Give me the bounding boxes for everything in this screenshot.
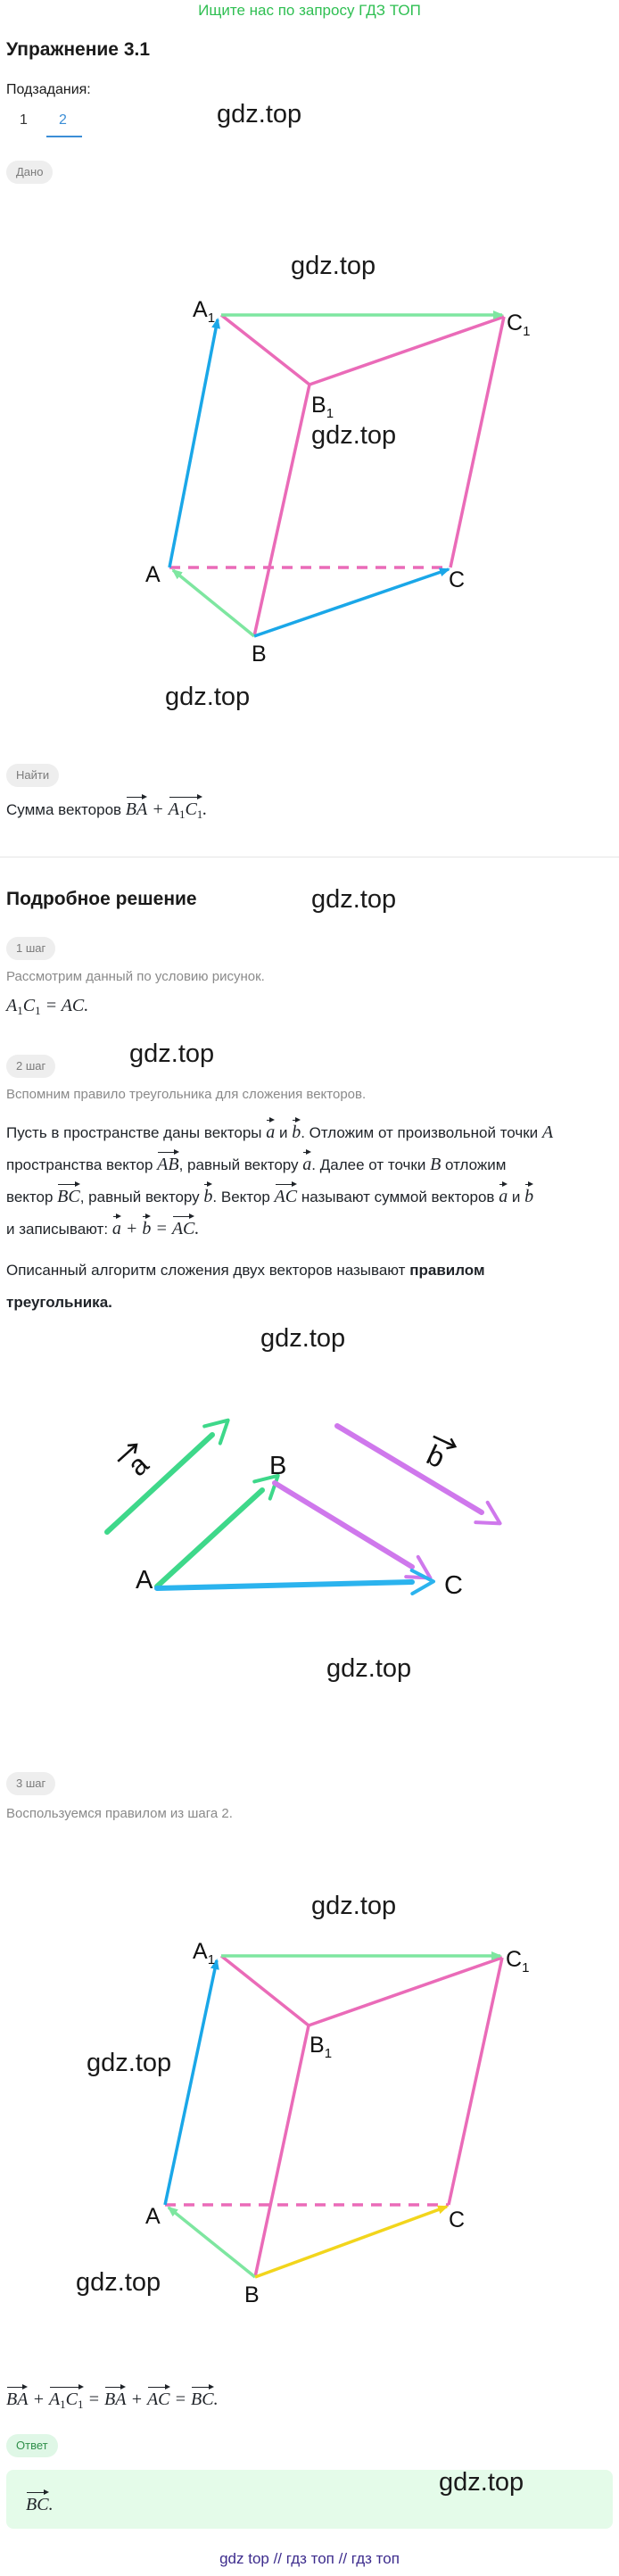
watermark: gdz.top: [260, 1324, 346, 1353]
step2-note: Вспомним правило треугольника для сложения векторов.: [6, 1087, 367, 1102]
step3-formula: BA + $A_1C_1$ = BA + AC = BC.: [6, 2384, 219, 2412]
watermark: gdz.top: [87, 2049, 172, 2077]
label-a1: $A_1$: [193, 297, 216, 326]
label-b1: $B_1$: [310, 2033, 333, 2061]
tab-active-indicator: [46, 136, 82, 137]
prism-figure-answer: [0, 1918, 619, 2311]
step3-badge: 3 шаг: [6, 1772, 55, 1795]
tab-1[interactable]: 1: [20, 112, 28, 128]
answer-formula: BC.: [26, 2489, 54, 2515]
step2-line6: треугольника.: [6, 1294, 112, 1311]
given-badge: Дано: [6, 161, 53, 184]
label-b-vector-symbol: [419, 1431, 458, 1476]
top-banner[interactable]: Ищите нас по запросу ГДЗ ТОП: [198, 2, 421, 19]
find-badge: Найти: [6, 764, 59, 787]
step1-formula: $A_1C_1$ = AC.: [6, 996, 89, 1017]
vector-b-a: [173, 570, 254, 636]
label-b1: $B_1$: [311, 393, 334, 421]
step2-line3: вектор BC, равный вектору b. Вектор AC называют суммой векторов a и b: [6, 1181, 533, 1207]
edge-b1-c1: [309, 1958, 502, 2025]
triangle-rule-figure: [0, 1356, 619, 1660]
watermark: gdz.top: [326, 1654, 412, 1683]
step2-line4: и записывают: a + b = AC.: [6, 1213, 199, 1239]
label-c: C: [449, 2207, 466, 2232]
label-a: A: [145, 2204, 161, 2229]
answer-badge: Ответ: [6, 2434, 58, 2457]
watermark: gdz.top: [439, 2468, 524, 2497]
label-c: C: [444, 1571, 463, 1600]
vector-ab: [157, 1490, 262, 1586]
edge-a1-b1: [221, 315, 310, 385]
step2-line1: Пусть в пространстве даны векторы a и b. Отложим от произвольной точки A: [6, 1117, 553, 1143]
watermark: gdz.top: [165, 683, 251, 711]
edge-b1-c1: [310, 317, 504, 385]
step1-badge: 1 шаг: [6, 937, 55, 960]
vector-b-a: [169, 2207, 255, 2277]
label-c1: $C_1$: [506, 1947, 530, 1975]
vector-a-a1: [169, 319, 218, 567]
page-title: Упражнение 3.1: [6, 39, 151, 60]
vector-b-free: [337, 1426, 482, 1512]
label-b: B: [252, 642, 267, 667]
watermark: gdz.top: [291, 252, 376, 280]
svg-text:b: b: [421, 1437, 450, 1475]
footer-links[interactable]: gdz top // гдз топ // гдз топ: [219, 2550, 400, 2567]
step2-badge: 2 шаг: [6, 1055, 55, 1078]
vector-bc: [275, 1483, 412, 1567]
find-label: Сумма векторов: [6, 801, 122, 818]
edge-c-c1: [450, 317, 504, 567]
watermark: gdz.top: [217, 100, 302, 128]
label-c1: $C_1$: [507, 311, 531, 339]
watermark: gdz.top: [311, 421, 397, 450]
vector-ac: [157, 1582, 412, 1588]
vector-b-c: [254, 569, 449, 636]
edge-c-c1: [449, 1958, 502, 2205]
edge-b-b1: [255, 2025, 309, 2277]
label-a: A: [145, 562, 161, 587]
vector-b-c: [255, 2207, 447, 2277]
watermark: gdz.top: [76, 2268, 161, 2297]
label-b: B: [244, 2282, 260, 2307]
label-a: A: [136, 1566, 153, 1594]
step3-note: Воспользуемся правилом из шага 2.: [6, 1806, 233, 1821]
label-a-vector-symbol: [114, 1441, 158, 1486]
watermark: gdz.top: [311, 885, 397, 914]
label-a1: $A_1$: [193, 1939, 216, 1967]
watermark: gdz.top: [311, 1892, 397, 1920]
vector-a-free: [107, 1435, 212, 1532]
tab-2[interactable]: 2: [59, 112, 67, 128]
watermark: gdz.top: [129, 1040, 215, 1068]
edge-a1-b1: [221, 1956, 309, 2025]
subtasks-label: Подзадания:: [6, 82, 91, 97]
vector-a-a1: [165, 1960, 217, 2205]
step1-note: Рассмотрим данный по условию рисунок.: [6, 969, 265, 984]
find-text: Сумма векторов BA + $A_1C_1$.: [6, 794, 207, 822]
solution-title: Подробное решение: [6, 889, 197, 909]
label-b: B: [269, 1452, 287, 1480]
edge-b-b1: [254, 385, 310, 636]
svg-text:a: a: [120, 1447, 155, 1483]
step2-line5: Описанный алгоритм сложения двух векторов называют правилом: [6, 1262, 485, 1279]
label-c: C: [449, 567, 466, 592]
step2-line2: пространства вектор AB, равный вектору a. Далее от точки B отложим: [6, 1149, 506, 1175]
